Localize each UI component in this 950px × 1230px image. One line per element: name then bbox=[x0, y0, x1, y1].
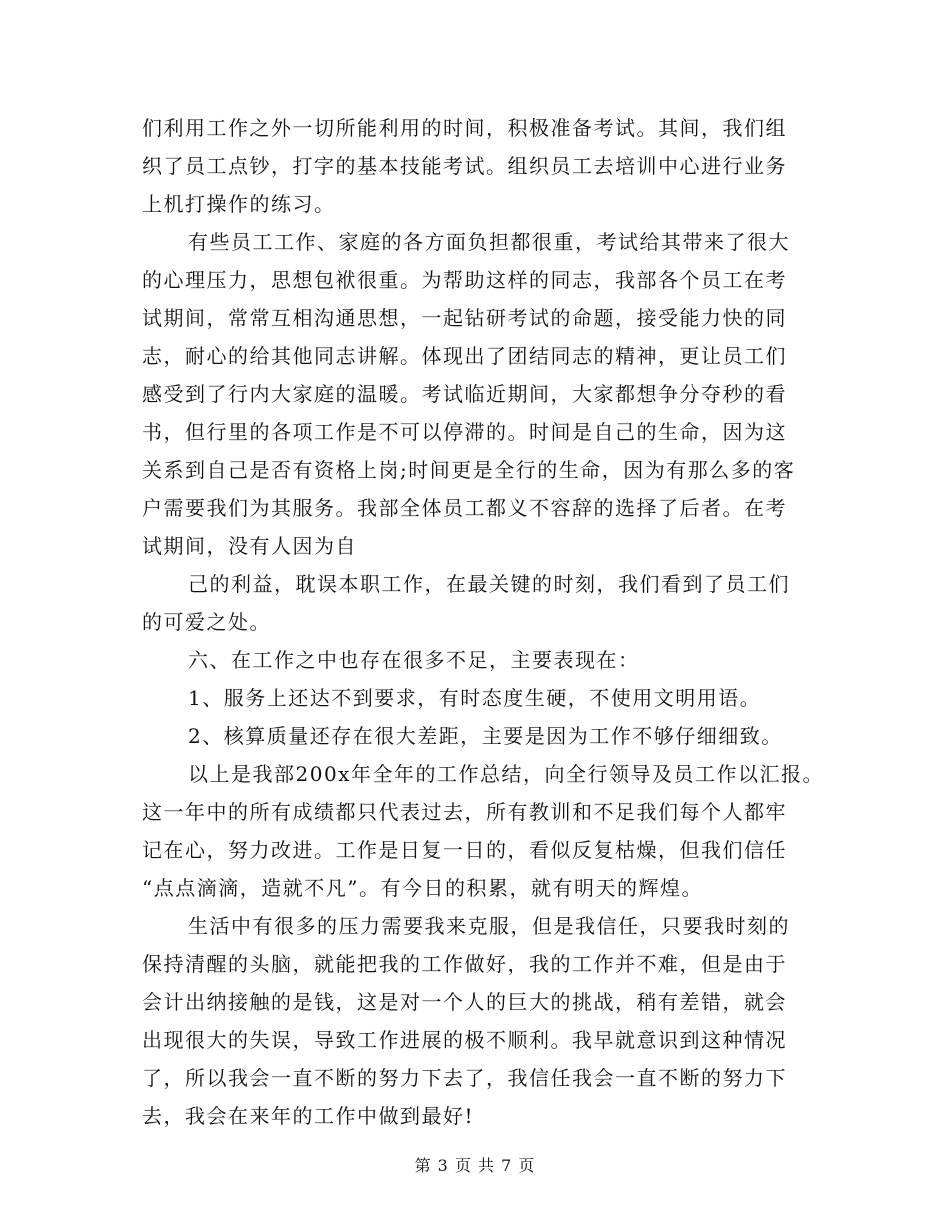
text-line: 会计出纳接触的是钱，这是对一个人的巨大的挑战，稍有差错，就会 bbox=[142, 990, 787, 1014]
text-line: 这一年中的所有成绩都只代表过去，所有教训和不足我们每个人都牢 bbox=[142, 800, 787, 824]
text-line: “点点滴滴，造就不凡”。有今日的积累，就有明天的辉煌。 bbox=[142, 876, 703, 900]
text-line: 关系到自己是否有资格上岗;时间更是全行的生命，因为有那么多的客 bbox=[142, 458, 796, 482]
text-line: 保持清醒的头脑，就能把我的工作做好，我的工作并不难，但是由于 bbox=[142, 952, 787, 976]
text-line: 己的利益，耽误本职工作，在最关键的时刻，我们看到了员工们 bbox=[188, 572, 790, 596]
text-line: 1、服务上还达不到要求，有时态度生硬，不使用文明用语。 bbox=[188, 686, 762, 710]
text-line: 书，但行里的各项工作是不可以停滞的。时间是自己的生命，因为这 bbox=[142, 420, 787, 444]
text-line: 有些员工工作、家庭的各方面负担都很重，考试给其带来了很大 bbox=[188, 230, 790, 254]
text-line: 的可爱之处。 bbox=[142, 610, 271, 634]
text-line: 六、在工作之中也存在很多不足，主要表现在： bbox=[188, 648, 640, 672]
text-line: 户需要我们为其服务。我部全体员工都义不容辞的选择了后者。在考 bbox=[142, 496, 787, 520]
text-line: 去，我会在来年的工作中做到最好! bbox=[142, 1104, 475, 1128]
text-line: 试期间，没有人因为自 bbox=[142, 534, 357, 558]
page-number-footer: 第 3 页 共 7 页 bbox=[414, 1156, 536, 1175]
text-line: 织了员工点钞，打字的基本技能考试。组织员工去培训中心进行业务 bbox=[142, 154, 787, 178]
text-line: 生活中有很多的压力需要我来克服，但是我信任，只要我时刻的 bbox=[188, 914, 790, 938]
text-line: 以上是我部200x年全年的工作总结，向全行领导及员工作以汇报。 bbox=[188, 762, 824, 786]
text-line: 上机打操作的练习。 bbox=[142, 192, 336, 216]
text-line: 记在心，努力改进。工作是日复一日的，看似反复枯燥，但我们信任 bbox=[142, 838, 787, 862]
text-line: 2、核算质量还存在很大差距，主要是因为工作不够仔细细致。 bbox=[188, 724, 783, 748]
text-line: 出现很大的失误，导致工作进展的极不顺利。我早就意识到这种情况 bbox=[142, 1028, 787, 1052]
text-line: 试期间，常常互相沟通思想，一起钻研考试的命题，接受能力快的同 bbox=[142, 306, 787, 330]
text-line: 们利用工作之外一切所能利用的时间，积极准备考试。其间，我们组 bbox=[142, 116, 787, 140]
text-line: 感受到了行内大家庭的温暖。考试临近期间，大家都想争分夺秒的看 bbox=[142, 382, 787, 406]
text-line: 志，耐心的给其他同志讲解。体现出了团结同志的精神，更让员工们 bbox=[142, 344, 787, 368]
text-line: 的心理压力，思想包袱很重。为帮助这样的同志，我部各个员工在考 bbox=[142, 268, 787, 292]
text-line: 了，所以我会一直不断的努力下去了，我信任我会一直不断的努力下 bbox=[142, 1066, 787, 1090]
